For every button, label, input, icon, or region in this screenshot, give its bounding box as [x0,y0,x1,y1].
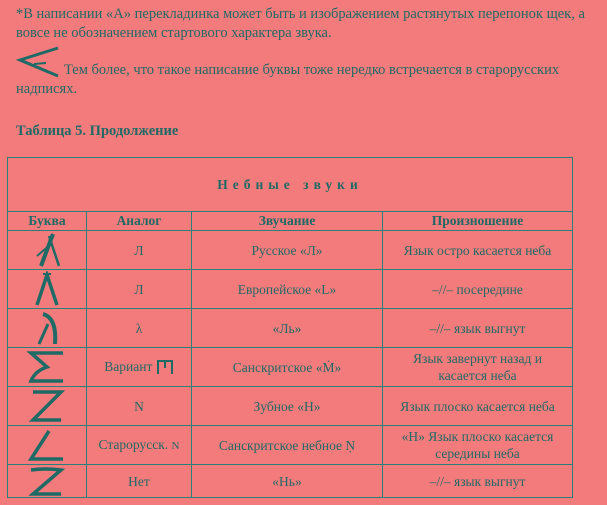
pronunciation-cell: Язык плоско касается неба [383,387,573,426]
analog-small-glyph: N [171,439,180,452]
analog-label: Старорусск. [98,436,169,452]
table-row [8,387,573,426]
section-title: Небные звуки [8,158,573,212]
letter-cell [8,270,87,309]
analog-cell: Л [87,270,192,309]
table-row [8,231,573,270]
footnote-line-2-text: Тем более, что такое написание буквы тоже нередко встречается в старорусских надписях. [16,62,560,97]
sound-cell: Санскритское небное Ṇ [192,426,383,465]
table-row [8,270,573,309]
letter-cell [8,348,87,387]
header-pronunciation: Произношение [383,212,573,231]
footnote-line-2 [16,46,601,99]
pronunciation-cell: Язык завернут назад и касается неба [383,348,573,387]
runic-sigma-icon [25,349,69,385]
letter-cell [8,465,87,498]
header-sound: Звучание [192,212,383,231]
palatal-sounds-table [7,157,573,498]
letter-cell [8,387,87,426]
sound-cell: Санскритское «Ṁ» [192,348,383,387]
runic-l-lambda-icon [27,271,67,307]
sound-cell: «Нь» [192,465,383,498]
letter-cell [8,309,87,348]
analog-cell: λ [87,309,192,348]
table-row [8,309,573,348]
sound-cell: Зубное «Н» [192,387,383,426]
pronunciation-cell: Язык остро касается неба [383,231,573,270]
analog-cell: Л [87,231,192,270]
a-glyph-icon [16,46,62,80]
analog-cell: N [87,387,192,426]
header-analog: Аналог [87,212,192,231]
runic-z-icon [25,388,69,424]
table-caption: Таблица 5. Продолжение [16,123,179,139]
letter-cell [8,231,87,270]
header-letter: Буква [8,212,87,231]
table-row [8,465,573,498]
pronunciation-cell: –//– посередине [383,270,573,309]
table-row [8,348,573,387]
analog-label: Вариант [104,358,153,374]
runic-l-slanted-icon [27,232,67,268]
m-like-glyph-icon [156,358,174,376]
pronunciation-cell: –//– язык выгнут [383,309,573,348]
analog-cell [87,426,192,465]
analog-cell: Нет [87,465,192,498]
letter-cell [8,426,87,465]
runic-z-slanted-icon [25,427,69,463]
table-row [8,426,573,465]
pronunciation-cell: «Н» Язык плоско касается середины неба [383,426,573,465]
pronunciation-cell: –//– язык выгнут [383,465,573,498]
runic-l-hook-icon [27,310,67,346]
sound-cell: «Ль» [192,309,383,348]
footnote-line-1: *В написании «A» перекладинка может быть и изображением растянутых перепонок щек, а вовсе не обозначением стартового характера звука. [16,6,585,41]
sound-cell: Русское «Л» [192,231,383,270]
analog-cell [87,348,192,387]
runic-z-curved-icon [25,466,69,496]
sound-cell: Европейское «L» [192,270,383,309]
